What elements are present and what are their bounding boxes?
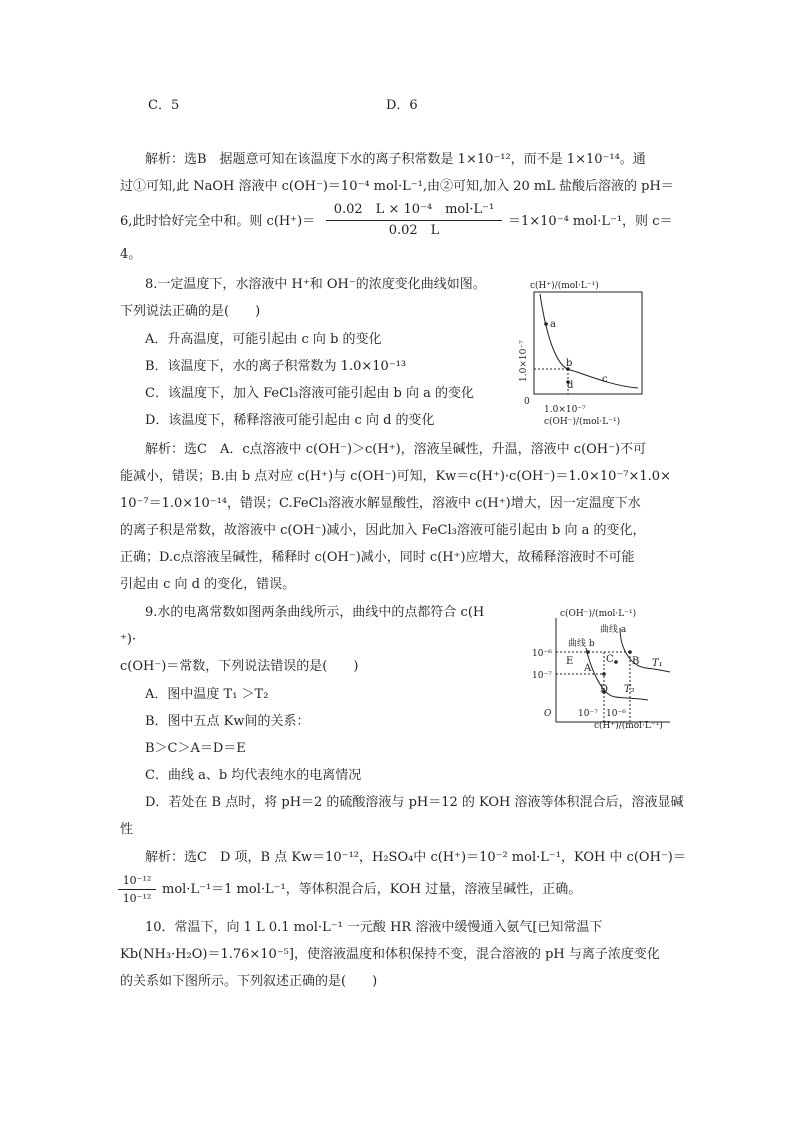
q7-analysis-line4: 4。	[120, 247, 142, 262]
q8-option-c: C．该温度下，加入 FeCl₃溶液可能引起由 b 向 a 的变化	[145, 386, 474, 401]
q9-option-d-line1: D．若处在 B 点时，将 pH＝2 的硫酸溶液与 pH＝12 的 KOH 溶液等体积混合后，溶液显碱	[145, 795, 684, 810]
q9-option-c: C．曲线 a、b 均代表纯水的电离情况	[145, 768, 362, 783]
q9-fig-label-c: C	[606, 654, 614, 665]
q9-fig-label-a: A	[584, 663, 592, 674]
q9-fig-origin: O	[544, 709, 552, 719]
q7-analysis-line3b: ＝1×10⁻⁴ mol·L⁻¹，则 c＝	[508, 214, 673, 229]
q9-fraction-numerator: 10⁻¹²	[118, 872, 156, 890]
q10-stem-line3: 的关系如下图所示。下列叙述正确的是( )	[120, 974, 378, 989]
q8-analysis-line6: 引起由 c 向 d 的变化，错误。	[120, 577, 296, 592]
option-d: D．6	[386, 98, 418, 113]
q8-fig-xtick: 1.0×10⁻⁷	[544, 405, 586, 415]
q8-analysis-line5: 正确；D.c点溶液呈碱性，稀释时 c(OH⁻)减小，同时 c(H⁺)应增大，故稀释溶液时不可能	[120, 550, 635, 565]
q9-option-d-line2: 性	[120, 822, 134, 837]
q9-fig-label-e: E	[566, 656, 574, 667]
q7-analysis-line1: 解析：选B 据题意可知在该温度下水的离子积常数是 1×10⁻¹²，而不是 1×10⁻¹⁴。通	[145, 152, 646, 167]
q9-fig-curve-b-label: 曲线 b	[568, 639, 595, 649]
q9-fraction-denominator: 10⁻¹²	[122, 892, 152, 905]
q8-analysis-line1: 解析：选C A．c点溶液中 c(OH⁻)＞c(H⁺)，溶液呈碱性，升温，溶液中 c(OH⁻)不可	[145, 442, 647, 457]
q10-stem-line2: Kb(NH₃·H₂O)＝1.76×10⁻⁵]，使溶液温度和体积保持不变，混合溶液的 pH 与离子浓度变化	[120, 947, 660, 962]
q8-option-d: D．该温度下，稀释溶液可能引起由 c 向 d 的变化	[145, 413, 435, 428]
q9-option-a: A．图中温度 T₁ ＞T₂	[145, 687, 269, 702]
q7-fraction	[326, 200, 502, 241]
q7-analysis-line2: 过①可知,此 NaOH 溶液中 c(OH⁻)＝10⁻⁴ mol·L⁻¹,由②可知,加入 20 mL 盐酸后溶液的 pH＝	[120, 179, 674, 194]
q8-fig-label-a: a	[550, 319, 556, 330]
q9-fig-y7: 10⁻⁷	[532, 671, 552, 681]
q8-fig-label-b: b	[566, 358, 573, 369]
q9-option-b-line1: B．图中五点 Kw间的关系：	[145, 714, 310, 729]
q9-fig-point-e	[586, 650, 590, 654]
q8-option-a: A．升高温度，可能引起由 c 向 b 的变化	[145, 332, 382, 347]
q9-fig-point-a	[602, 672, 606, 676]
q8-analysis-line4: 的离子积是常数，故溶液中 c(OH⁻)减小，因此加入 FeCl₃溶液可能引起由 b 向 a 的变化，	[120, 523, 646, 538]
q7-fraction-denominator: 0.02 L	[388, 223, 440, 238]
q9-fig-point-c	[614, 660, 618, 664]
q9-stem-line1: 9.水的电离常数如图两条曲线所示，曲线中的点都符合 c(H	[145, 605, 485, 620]
q9-option-b-line2: B＞C＞A＝D＝E	[145, 741, 246, 756]
q8-fig-point-a	[544, 322, 548, 326]
q7-analysis-line3a: 6,此时恰好完全中和。则 c(H⁺)＝	[120, 214, 316, 229]
q8-fig-frame	[534, 292, 642, 394]
q8-analysis-line3: 10⁻⁷＝1.0×10⁻¹⁴，错误；C.FeCl₃溶液水解显酸性，溶液中 c(H⁺)增大，因一定温度下水	[120, 496, 641, 511]
q8-fig-xlabel: c(OH⁻)/(mol·L⁻¹)	[544, 417, 621, 427]
q9-analysis-line1: 解析：选C D 项，B 点 Kw＝10⁻¹²，H₂SO₄中 c(H⁺)＝10⁻² mol·L⁻¹，KOH 中 c(OH⁻)＝	[145, 850, 686, 865]
q9-stem-line3: c(OH⁻)＝常数，下列说法错误的是( )	[120, 659, 359, 674]
q8-fig-label-c: c	[602, 374, 608, 385]
q8-figure	[510, 278, 660, 428]
q9-stem-line2: ⁺)·	[120, 632, 137, 647]
q8-fig-label-d: d	[567, 380, 574, 391]
q8-stem-line1: 8.一定温度下，水溶液中 H⁺和 OH⁻的浓度变化曲线如图。	[145, 277, 486, 292]
q9-fig-point-b	[628, 650, 632, 654]
q7-fraction-numerator: 0.02 L × 10⁻⁴ mol·L⁻¹	[326, 200, 502, 221]
q9-fig-y6: 10⁻⁶	[532, 649, 552, 659]
q9-fig-xlabel: c(H⁺)/(mol·L⁻¹)	[594, 721, 663, 730]
q9-fig-label-b: B	[632, 656, 640, 667]
q8-fig-curve	[540, 294, 638, 388]
q9-fig-T1: T₁	[652, 658, 663, 669]
q10-stem-line1: 10．常温下，向 1 L 0.1 mol·L⁻¹ 一元酸 HR 溶液中缓慢通入氨气[已知常温下	[145, 920, 603, 935]
option-c: C．5	[148, 98, 180, 113]
q9-fig-curve-a-label: 曲线 a	[600, 625, 627, 635]
q8-analysis-line2: 能减小，错误；B.由 b 点对应 c(H⁺)与 c(OH⁻)可知，Kw＝c(H⁺)·c(OH⁻)＝1.0×10⁻⁷×1.0×	[120, 469, 671, 484]
q8-fig-origin: 0	[524, 397, 530, 407]
q9-fig-x6: 10⁻⁶	[606, 709, 626, 719]
q8-stem-line2: 下列说法正确的是( )	[120, 304, 261, 319]
q8-fig-ytick: 1.0×10⁻⁷	[519, 340, 529, 382]
q9-figure	[520, 604, 680, 730]
q9-analysis-line2: mol·L⁻¹＝1 mol·L⁻¹，等体积混合后，KOH 过量，溶液呈碱性，正确。	[162, 882, 582, 897]
q8-option-b: B．该温度下，水的离子积常数为 1.0×10⁻¹³	[145, 359, 407, 374]
q9-fig-ylabel: c(OH⁻)/(mol·L⁻¹)	[560, 609, 637, 619]
q8-fig-ylabel: c(H⁺)/(mol·L⁻¹)	[530, 281, 599, 291]
q9-fig-label-d: D	[600, 684, 609, 695]
q9-fraction	[118, 872, 156, 907]
q9-fig-x7: 10⁻⁷	[578, 709, 598, 719]
q9-fig-T2: T₂	[624, 684, 635, 695]
